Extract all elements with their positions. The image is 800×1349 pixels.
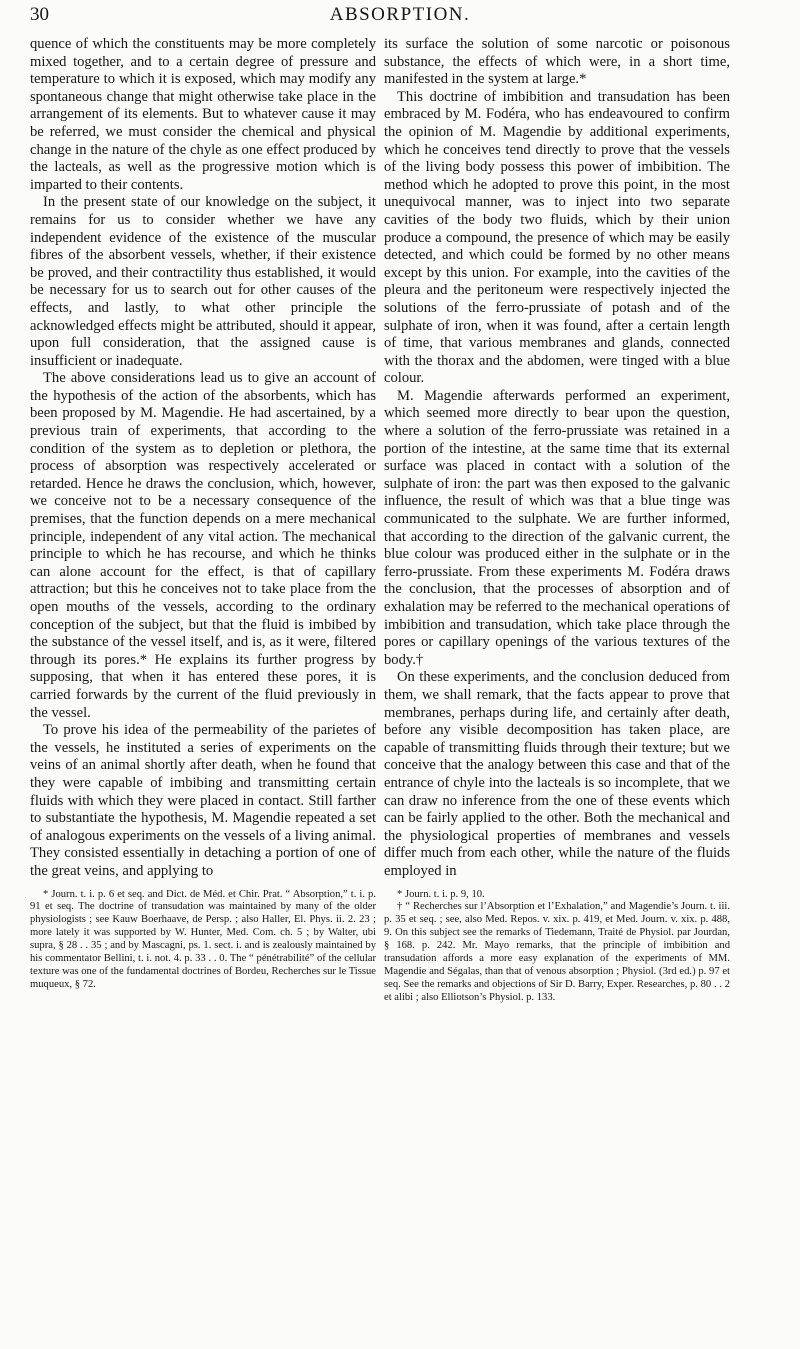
page-header — [30, 4, 770, 34]
page-number: 30 — [30, 4, 49, 25]
paragraph: To prove his idea of the permeability of the parietes of the vessels, he instituted a series of experiments on the veins of an animal shortly after death, when he found that they were capable of imbibing and transmitting certain fluids with which they were placed in contact. Still farther to substantiate the hypothesis, M. Magendie repeated a set of analogous experiments on the vessels of a living animal. They consisted essentially in detaching a portion of one of the great veins, and applying to — [30, 722, 376, 879]
left-column — [30, 36, 376, 992]
right-column — [384, 36, 730, 1005]
footnote: † “ Recherches sur l’Absorption et l’Exhalation,” and Magendie’s Journ. t. iii. p. 35 et seq. ; see, also Med. Repos. v. xix. p. 419, et Med. Journ. v. xix. p. 488, 9. On this subject see the remarks of Tiedemann, Traité de Physiol. par Jourdan, § 168. p. 242. Mr. Mayo remarks, that the principle of imbibition and transudation affords a more easy explanation of the experiments of MM. Magendie and Ségalas, than that of venous absorption ; Physiol. (3rd ed.) p. 97 et seq. See the remarks and objections of Sir D. Barry, Exper. Researches, p. 80 . . 2 et alibi ; also Elliotson’s Physiol. p. 133. — [384, 901, 730, 1003]
paragraph: M. Magendie afterwards performed an experiment, which seemed more directly to bear upon the question, where a solution of the ferro-prussiate was retained in a portion of the intestine, at the same time that its external surface was placed in contact with a solution of the sulphate of iron: the part was then exposed to the galvanic influence, the result of which was that a blue tinge was communicated to the sulphate. We are further informed, that according to the direction of the galvanic current, the blue colour was produced either in the sulphate or in the ferro-prussiate. From these experiments M. Fodéra draws the conclusion, that the processes of absorption and of exhalation may be referred to the mechanical operations of imbibition and transudation, which take place through the pores or capillary openings of the various textures of the body.† — [384, 387, 730, 668]
paragraph: This doctrine of imbibition and transudation has been embraced by M. Fodéra, who has endeavoured to confirm the opinion of M. Magendie by additional experiments, which he conceives tend directly to prove that the vessels of the living body possess this power of imbibition. The method which he adopted to prove this point, in the most unequivocal manner, was to inject into two separate cavities of the body two fluids, which by their union produce a compound, the presence of which may be easily detected, and which could be formed by no other means except by this union. For example, into the cavities of the pleura and the peritoneum were respectively injected the solutions of the ferro-prussiate of potash and of the sulphate of iron, when it was found, after a certain length of time, that various membranes and glands, connected with the thorax and the abdomen, were tinged with a blue colour. — [384, 88, 730, 387]
paragraph: In the present state of our knowledge on the subject, it remains for us to consider whether we have any independent evidence of the existence of the muscular fibres of the absorbent vessels, whether, if their existence be proved, and their contractility thus established, it would be necessary for us to search out for other causes of the effects, and lastly, to what other principle the acknowledged effects might be attributed, should it appear, upon full consideration, that the assigned cause is insufficient or inadequate. — [30, 194, 376, 369]
footnote: * Journ. t. i. p. 9, 10. — [397, 888, 485, 900]
paragraph: The above considerations lead us to give an account of the hypothesis of the action of the absorbents, which has been proposed by M. Magendie. He had ascertained, by a previous train of experiments, that according to the condition of the system as to depletion or plethora, the process of absorption was respectively accelerated or retarded. Hence he draws the conclusion, which, however, we conceive not to be a necessary consequence of the premises, that the function depends on a mere mechanical principle, independent of any vital action. The mechanical principle to which he has recourse, and which he thinks can alone account for the effect, is that of capillary attraction; but this he conceives not to take place from the open mouths of the vessels, according to the ordinary conception of the subject, but that the fluid is imbibed by the substance of the vessel itself, and is, as it were, filtered through its pores.* He explains its further progress by supposing, that when it has entered these pores, it is carried forwards by the current of the fluid previously in the vessel. — [30, 370, 376, 721]
paragraph: its surface the solution of some narcotic or poisonous substance, the effects of which were, in a short time, manifested in the system at large.* — [384, 36, 730, 88]
paragraph: quence of which the constituents may be more completely mixed together, and to a certain degree of pressure and temperature to which it is exposed, which may modify any spontaneous change that might otherwise take place in the arrangement of its elements. But to whatever cause it may be referred, we must consider the chemical and physical change in the nature of the chyle as one effect produced by the lacteals, as well as the progressive motion which is imparted to their contents. — [30, 36, 376, 193]
footnotes — [30, 889, 376, 992]
running-title: ABSORPTION. — [329, 4, 471, 25]
footnote: * Journ. t. i. p. 6 et seq. and Dict. de Méd. et Chir. Prat. “ Absorption,” t. i. p. 91 et seq. The doctrine of transudation was maintained by many of the older physiologists ; see Kauw Boerhaave, de Persp. ; also Haller, El. Phys. ii. 2. 23 ; more lately it was supported by W. Hunter, Med. Com. ch. 5 ; by Walter, ubi supra, § 28 . . 35 ; and by Mascagni, ps. 1. sect. i. and is zealously maintained by his commentator Bellini, t. i. not. 4. p. 33 . . 0. The “ pénétrabilité” of the cellular texture was one of the fundamental doctrines of Bordeu, Recherches sur le Tissue muqueux, § 72. — [30, 888, 376, 990]
footnotes — [384, 889, 730, 1005]
paragraph: On these experiments, and the conclusion deduced from them, we shall remark, that the facts appear to prove that membranes, perhaps during life, and certainly after death, before any visible decomposition has taken place, are capable of transmitting fluids through their texture; but we conceive that the analogy between this case and that of the entrance of chyle into the lacteals is so incomplete, that we can draw no inference from the one of these events which can be fairly applied to the other. Both the mechanical and the physiological properties of membranes and vessels differ much from each other, while the nature of the fluids employed in — [384, 669, 730, 879]
